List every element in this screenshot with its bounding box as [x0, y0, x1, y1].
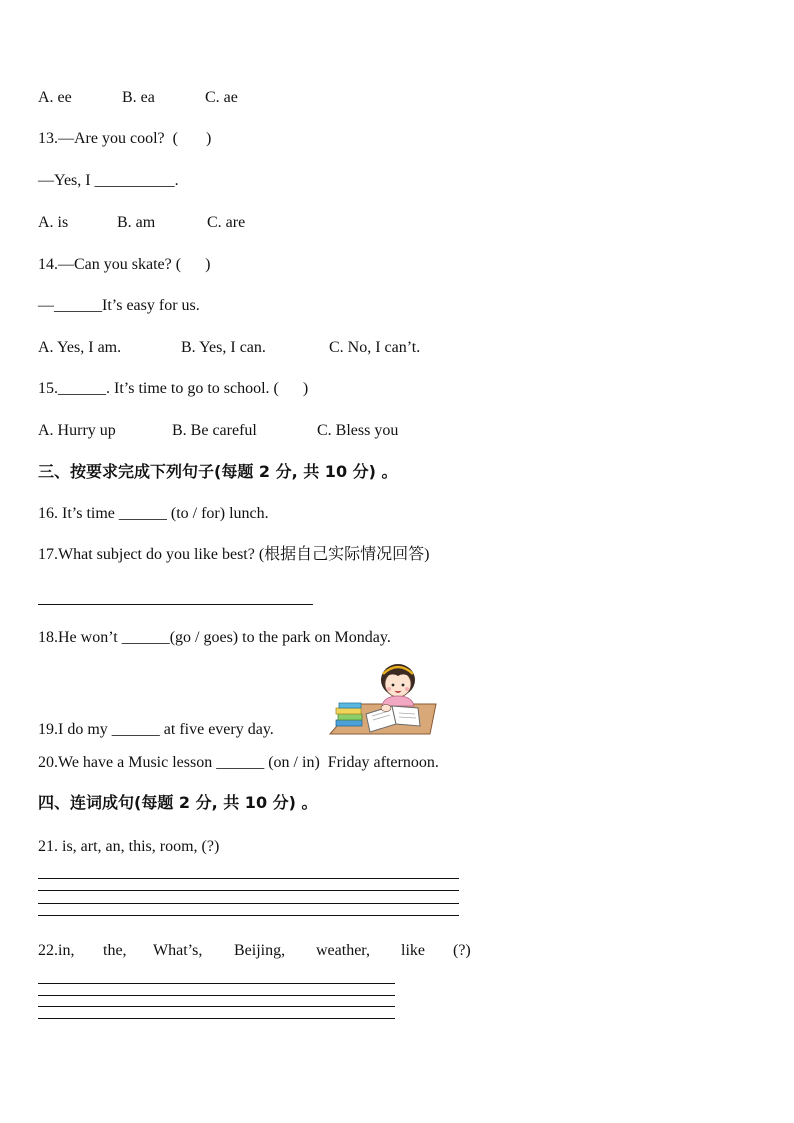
q20-text: 20.We have a Music lesson ______ (on / in) Friday afternoon.: [38, 754, 439, 771]
section-3-heading: 三、按要求完成下列句子(每题 2 分, 共 10 分) 。: [38, 462, 398, 481]
q22-word: like: [401, 942, 425, 959]
q22-prefix: 22.in,: [38, 942, 75, 959]
q12-option-b: B. ea: [122, 89, 155, 106]
q12-option-a: A. ee: [38, 89, 72, 106]
q14-question: 14.—Can you skate? ( ): [38, 256, 211, 273]
q22-word: What’s,: [153, 942, 203, 959]
q13-option-a: A. is: [38, 214, 69, 231]
q22-answer-line[interactable]: [38, 1018, 395, 1019]
q12-option-c: C. ae: [205, 89, 238, 106]
q22-word: weather,: [316, 942, 370, 959]
q13-answer: —Yes, I __________.: [38, 172, 179, 189]
q21-answer-line[interactable]: [38, 878, 459, 879]
q22-answer-line[interactable]: [38, 983, 395, 984]
q21-answer-line[interactable]: [38, 915, 459, 916]
q22-word: Beijing,: [234, 942, 286, 959]
girl-reading-illustration: [326, 658, 438, 738]
q14-answer: —______It’s easy for us.: [38, 297, 200, 314]
q22-answer-line[interactable]: [38, 995, 395, 996]
q15-option-b: B. Be careful: [172, 422, 257, 439]
q15-question: 15.______. It’s time to go to school. ( ): [38, 380, 309, 397]
q14-option-b: B. Yes, I can.: [181, 339, 266, 356]
q16-text: 16. It’s time ______ (to / for) lunch.: [38, 505, 269, 522]
q21-text: 21. is, art, an, this, room, (?): [38, 838, 220, 855]
q15-option-a: A. Hurry up: [38, 422, 116, 439]
q14-option-c: C. No, I can’t.: [329, 339, 421, 356]
q15-option-c: C. Bless you: [317, 422, 399, 439]
q19-text: 19.I do my ______ at five every day.: [38, 721, 274, 738]
q22-answer-line[interactable]: [38, 1006, 395, 1007]
q21-answer-line[interactable]: [38, 903, 459, 904]
q13-option-b: B. am: [117, 214, 156, 231]
section-4-heading: 四、连词成句(每题 2 分, 共 10 分) 。: [38, 793, 318, 812]
q14-option-a: A. Yes, I am.: [38, 339, 122, 356]
q22-word: (?): [453, 942, 471, 959]
q17-answer-line[interactable]: [38, 604, 313, 605]
q22-word: the,: [103, 942, 127, 959]
q18-text: 18.He won’t ______(go / goes) to the park on Monday.: [38, 629, 391, 646]
q21-answer-line[interactable]: [38, 890, 459, 891]
q13-option-c: C. are: [207, 214, 246, 231]
q17-text: 17.What subject do you like best? (根据自己实际情况回答): [38, 546, 430, 563]
q13-question: 13.—Are you cool? ( ): [38, 130, 212, 147]
